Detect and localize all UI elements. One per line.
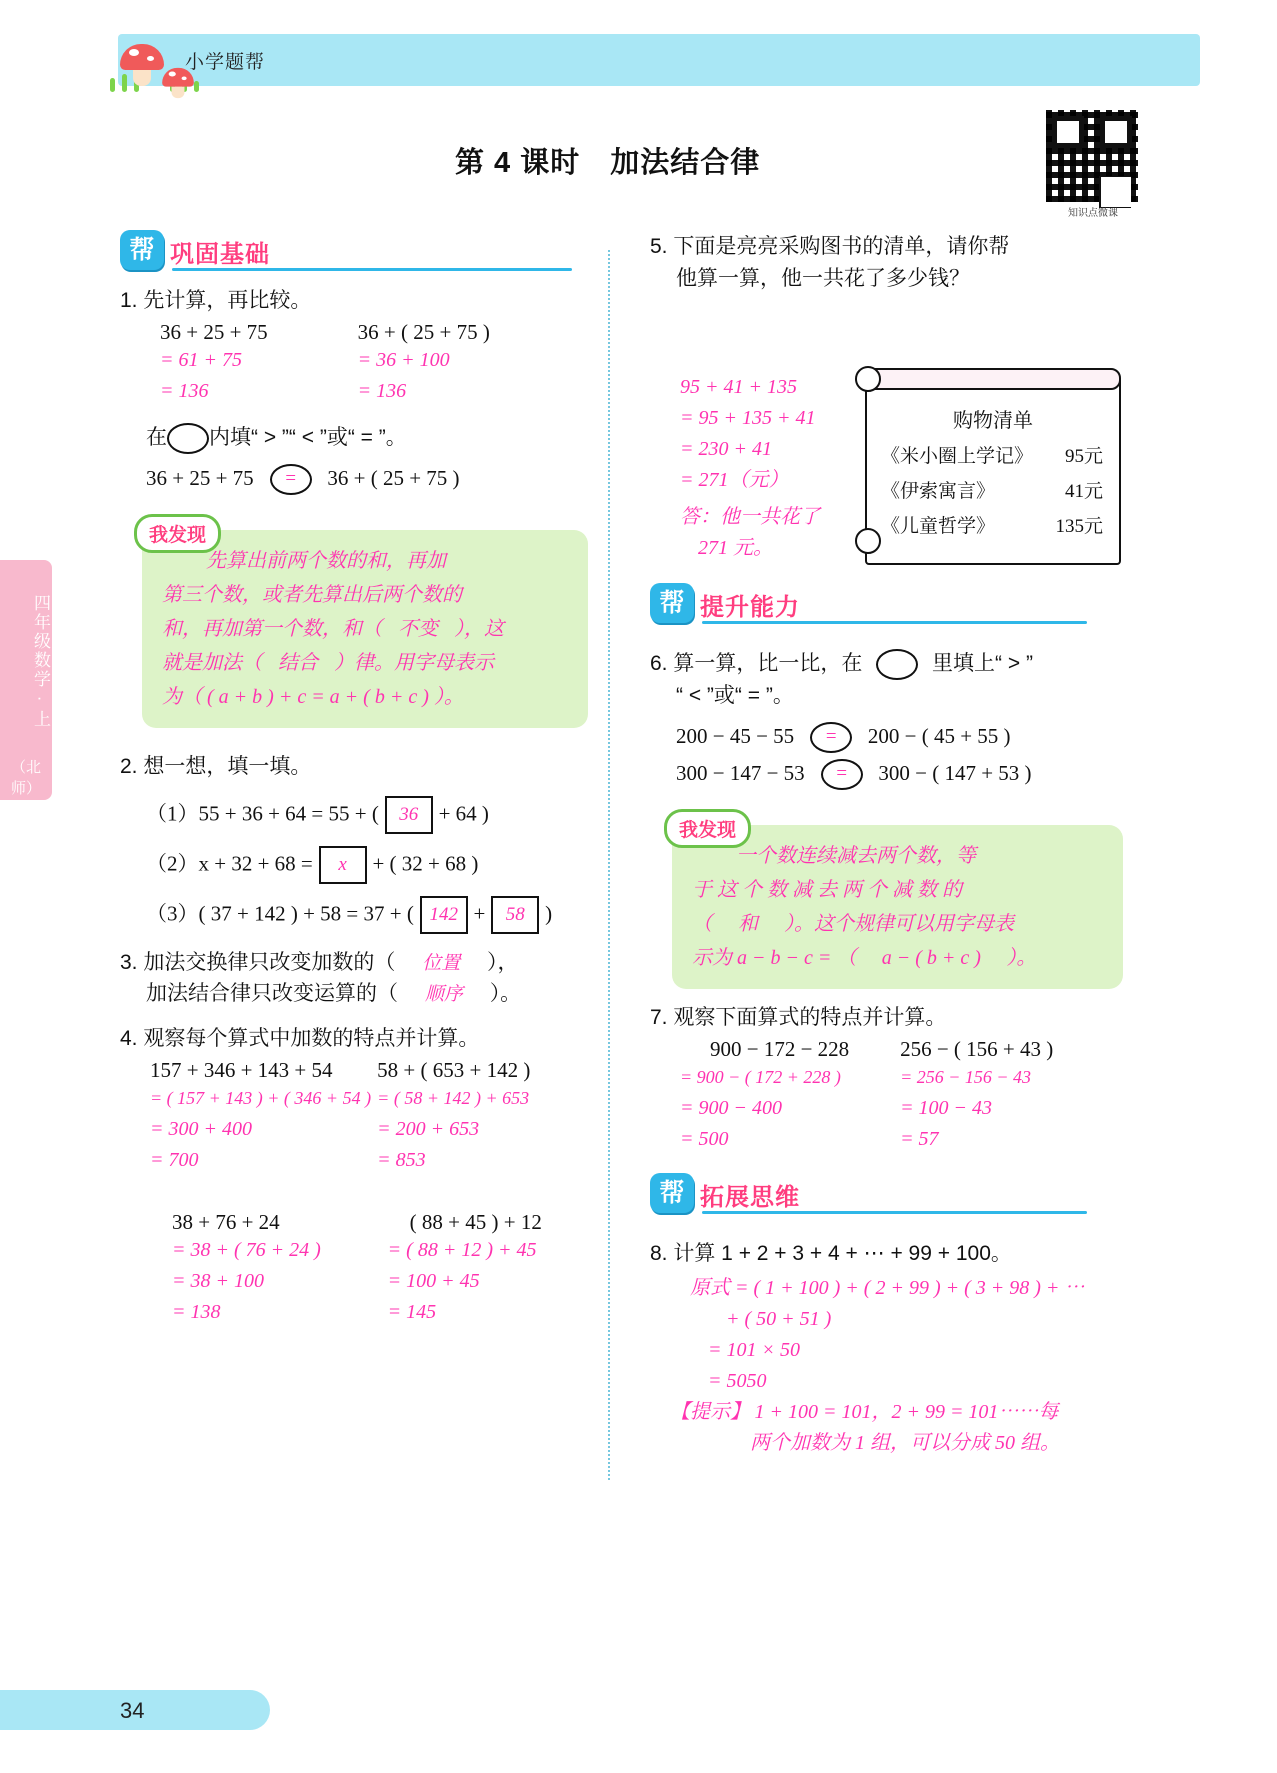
q6-prompt-b: 里填上“ > ”	[932, 652, 1033, 675]
q1-compare-right: 36 + ( 25 + 75 )	[327, 466, 460, 490]
q4-pair1-left-step-1: = ( 157 + 143 ) + ( 346 + 54 )	[150, 1088, 372, 1108]
q4-pair2-left-step-1: = 38 + ( 76 + 24 )	[172, 1239, 321, 1261]
q1-fill-prompt-b: 内填“ > ”“ < ”或“ = ”。	[209, 426, 407, 449]
q5-prompt-line-1: 5. 下面是亮亮采购图书的清单，请你帮	[650, 235, 1010, 258]
section-header-improve	[650, 583, 1125, 625]
q7-left-expr: 900 − 172 − 228	[710, 1037, 850, 1061]
q1-fill-prompt-a: 在	[146, 426, 167, 449]
q1-blank-circle[interactable]	[167, 423, 209, 454]
q3-line2-a: 加法结合律只改变运算的（	[146, 982, 398, 1005]
discovery2-line3-b: ）。这个规律可以用字母表	[784, 913, 1014, 935]
section-bang-icon: 帮	[120, 230, 164, 270]
q8-hint-line-1	[670, 1397, 1125, 1428]
discovery2-line2: 于 这 个 数 减 去 两 个 减 数 的	[692, 879, 962, 901]
discovery1-fill-1[interactable]: 不变	[398, 618, 438, 640]
q2-item1-post: + 64 )	[438, 801, 489, 826]
q4-pair1-left-step-2: = 300 + 400	[150, 1118, 252, 1140]
q5-step-2: = 95 + 135 + 41	[680, 407, 816, 429]
shopping-list-card	[865, 376, 1121, 565]
q7-right-step-3: = 57	[900, 1128, 939, 1150]
q1-compare-sign[interactable]: =	[270, 464, 312, 495]
q1-right-step-2: = 136	[357, 380, 407, 402]
q2-item2-blank[interactable]: x	[319, 846, 367, 884]
scroll-roll-bottom	[855, 528, 881, 554]
q3-line-1	[120, 946, 585, 981]
q2-item2-pre: x + 32 + 68 =	[198, 851, 313, 876]
top-banner	[118, 34, 1200, 86]
q1-right-expr: 36 + ( 25 + 75 )	[357, 320, 490, 344]
q6-row1-left: 200 − 45 − 55	[676, 724, 795, 748]
q6-prompt-line-1	[650, 647, 1125, 681]
q1-compare-left: 36 + 25 + 75	[146, 466, 254, 490]
q2-item3-post: )	[545, 901, 553, 926]
discovery1-line3-b: ），这	[454, 618, 504, 640]
discovery1-line3-a: 和，再加第一个数，和（	[162, 618, 382, 640]
section-title-improve: 提升能力	[700, 594, 800, 621]
q3-line2-b: ）。	[489, 982, 522, 1005]
discovery-callout-1	[142, 525, 588, 728]
q8-prompt: 8. 计算 1 + 2 + 3 + 4 + ⋯ + 99 + 100。	[650, 1242, 1012, 1265]
q3-line-2	[146, 977, 585, 1012]
section-bang-icon: 帮	[650, 1173, 694, 1213]
q8-hint-label: 【提示】	[670, 1401, 750, 1423]
shopping-list-title: 购物清单	[953, 410, 1033, 432]
q1-left-expr: 36 + 25 + 75	[160, 320, 268, 344]
q4-pair2-right-step-2: = 100 + 45	[387, 1270, 480, 1292]
discovery2-fill-1[interactable]: 和	[738, 913, 758, 935]
q4-pair2-right-expr: ( 88 + 45 ) + 12	[409, 1210, 542, 1234]
q5-step-4: = 271（元）	[680, 469, 789, 491]
q2-item3-blank-2[interactable]: 58	[491, 896, 539, 934]
q1-left-step-2: = 136	[160, 380, 209, 402]
discovery-tag-2: 我发现	[664, 809, 751, 848]
discovery2-fill-2[interactable]: a − ( b + c )	[881, 947, 981, 969]
q8-step-3: = 101 × 50	[708, 1339, 800, 1361]
section-title-expand: 拓展思维	[700, 1184, 800, 1211]
q6-row1-right: 200 − ( 45 + 55 )	[867, 724, 1011, 748]
q2-item1-pre: 55 + 36 + 64 = 55 + (	[198, 801, 379, 826]
q7-right-step-1: = 256 − 156 − 43	[900, 1067, 1032, 1087]
q7-left-step-1: = 900 − ( 172 + 228 )	[680, 1067, 841, 1087]
q6-row2-left: 300 − 147 − 53	[676, 761, 805, 785]
q4-pair1-left-expr: 157 + 346 + 143 + 54	[150, 1058, 333, 1082]
column-divider	[608, 250, 610, 1480]
q4-pair2-left-step-2: = 38 + 100	[172, 1270, 264, 1292]
q6-prompt-line-2: “ < ”或“ = ”。	[676, 684, 794, 707]
qr-caption: 知识点微课	[1068, 208, 1118, 219]
discovery1-line4-b: ）律。用字母表示	[334, 652, 494, 674]
side-tab	[0, 560, 52, 800]
q6-row2-sign[interactable]: =	[821, 759, 863, 790]
discovery1-line4-a: 就是加法（	[162, 652, 262, 674]
q2-item-1	[146, 796, 585, 834]
q4-pair1-right-step-1: = ( 58 + 142 ) + 653	[377, 1088, 530, 1108]
q6-row2-right: 300 − ( 147 + 53 )	[878, 761, 1032, 785]
discovery2-line4-b: ）。	[1006, 947, 1037, 969]
q2-item-2	[146, 846, 585, 884]
q8-step-2: + ( 50 + 51 )	[726, 1308, 832, 1330]
q7-left-step-2: = 900 − 400	[680, 1097, 782, 1119]
q4-pair2-right-step-3: = 145	[387, 1301, 437, 1323]
q2-item1-blank[interactable]: 36	[385, 796, 433, 834]
q5-answer-line-1: 答：他一共花了	[680, 506, 820, 528]
section-title-basics: 巩固基础	[170, 241, 270, 268]
q6-prompt-a: 6. 算一算，比一比，在	[650, 652, 863, 675]
discovery1-line5-b: ）。	[433, 686, 464, 708]
q2-item3-label: （3）	[146, 901, 199, 926]
discovery1-fill-2[interactable]: 结合	[278, 652, 318, 674]
side-tab-publisher: （北师）	[10, 759, 41, 797]
q4-pair1-right-step-2: = 200 + 653	[377, 1118, 480, 1140]
shopping-item-3-price: 135元	[1055, 516, 1103, 537]
q4-prompt: 4. 观察每个算式中加数的特点并计算。	[120, 1027, 480, 1050]
q5-answer-line-2: 271 元。	[698, 537, 773, 559]
shopping-item-3-name: 《儿童哲学》	[881, 516, 996, 537]
q5-step-3: = 230 + 41	[680, 438, 772, 460]
mushroom-icon	[120, 44, 164, 86]
q8-step-1: 原式 = ( 1 + 100 ) + ( 2 + 99 ) + ( 3 + 98 ) + ⋯	[690, 1277, 1085, 1299]
discovery1-fill-3[interactable]: ( a + b ) + c = a + ( b + c )	[207, 686, 429, 708]
shopping-item-1-price: 95元	[1064, 446, 1103, 467]
section-rule	[702, 1211, 1087, 1214]
banner-label: 小学题帮	[185, 52, 266, 73]
shopping-item-2-name: 《伊索寓言》	[881, 481, 996, 502]
q4-pair2-left-expr: 38 + 76 + 24	[172, 1210, 280, 1234]
section-header-basics	[120, 230, 585, 272]
q2-item-3	[146, 896, 585, 934]
left-column	[120, 230, 585, 1328]
q4-pair1-right-expr: 58 + ( 653 + 142 )	[377, 1058, 531, 1082]
section-header-expand	[650, 1173, 1125, 1215]
q2-item2-post: + ( 32 + 68 )	[372, 851, 479, 876]
q2-item3-blank-1[interactable]: 142	[420, 896, 468, 934]
q8-hint-line-2: 两个加数为 1 组，可以分成 50 组。	[750, 1432, 1060, 1454]
section-bang-icon: 帮	[650, 583, 694, 623]
page-title: 第 4 课时 加法结合律	[455, 147, 761, 179]
q2-item3-mid: +	[473, 901, 486, 926]
q1-right-step-1: = 36 + 100	[357, 349, 450, 371]
discovery2-line1: 一个数连续减去两个数，等	[736, 845, 976, 867]
discovery1-line2: 第三个数，或者先算出后两个数的	[162, 584, 462, 606]
discovery1-line1: 先算出前两个数的和，再加	[206, 550, 446, 572]
shopping-list-item	[867, 468, 1119, 503]
q6-row1-sign[interactable]: =	[810, 722, 852, 753]
q5-step-1: 95 + 41 + 135	[680, 376, 797, 398]
q7-right-expr: 256 − ( 156 + 43 )	[900, 1037, 1054, 1061]
shopping-list-item	[867, 503, 1119, 538]
scroll-roll-top	[855, 366, 881, 392]
q6-row-2	[676, 756, 1125, 791]
q7-left-step-3: = 500	[680, 1128, 729, 1150]
page-number: 34	[120, 1698, 145, 1723]
q4-pair2-right-step-1: = ( 88 + 12 ) + 45	[387, 1239, 537, 1261]
discovery-tag-1: 我发现	[134, 514, 221, 553]
q3-fill-1[interactable]: 位置	[422, 953, 461, 974]
shopping-item-2-price: 41元	[1064, 481, 1103, 502]
section-rule	[702, 621, 1087, 624]
q4-pair1-right-step-3: = 853	[377, 1149, 426, 1171]
right-column	[650, 230, 1125, 1459]
discovery2-line3-a: （	[692, 913, 712, 935]
q4-pair2-left-step-3: = 138	[172, 1301, 221, 1323]
q7-prompt: 7. 观察下面算式的特点并计算。	[650, 1006, 947, 1029]
q8-hint-text-1: 1 + 100 = 101，2 + 99 = 101⋯⋯每	[754, 1401, 1059, 1423]
shopping-list-item	[867, 433, 1119, 468]
discovery-callout-2	[672, 820, 1123, 989]
q2-item2-label: （2）	[146, 851, 199, 876]
side-tab-subject: 四年级数学 · 上	[31, 594, 50, 730]
q6-row-1	[676, 719, 1125, 754]
q7-right-step-2: = 100 − 43	[900, 1097, 993, 1119]
q4-pair1-left-step-3: = 700	[150, 1149, 199, 1171]
q6-blank-circle[interactable]	[876, 649, 918, 680]
q3-line1-b: ），	[487, 951, 519, 974]
shopping-item-1-name: 《米小圈上学记》	[881, 446, 1034, 467]
q8-step-4: = 5050	[708, 1370, 767, 1392]
q2-prompt: 2. 想一想，填一填。	[120, 755, 312, 778]
q3-fill-2[interactable]: 顺序	[424, 984, 463, 1005]
discovery1-line5-a: 为（	[162, 686, 202, 708]
q5-prompt-line-2: 他算一算，他一共花了多少钱？	[676, 267, 970, 290]
qr-code[interactable]	[1046, 110, 1138, 202]
q3-line1-a: 3. 加法交换律只改变加数的（	[120, 951, 396, 974]
q1-left-step-1: = 61 + 75	[160, 349, 242, 371]
q2-item3-pre: ( 37 + 142 ) + 58 = 37 + (	[198, 901, 414, 926]
q1-prompt: 1. 先计算，再比较。	[120, 289, 312, 312]
section-rule	[172, 268, 572, 271]
q2-item1-label: （1）	[146, 801, 199, 826]
discovery2-line4-a: 示为 a − b − c = （	[692, 947, 857, 969]
scroll-top-edge	[865, 368, 1121, 390]
